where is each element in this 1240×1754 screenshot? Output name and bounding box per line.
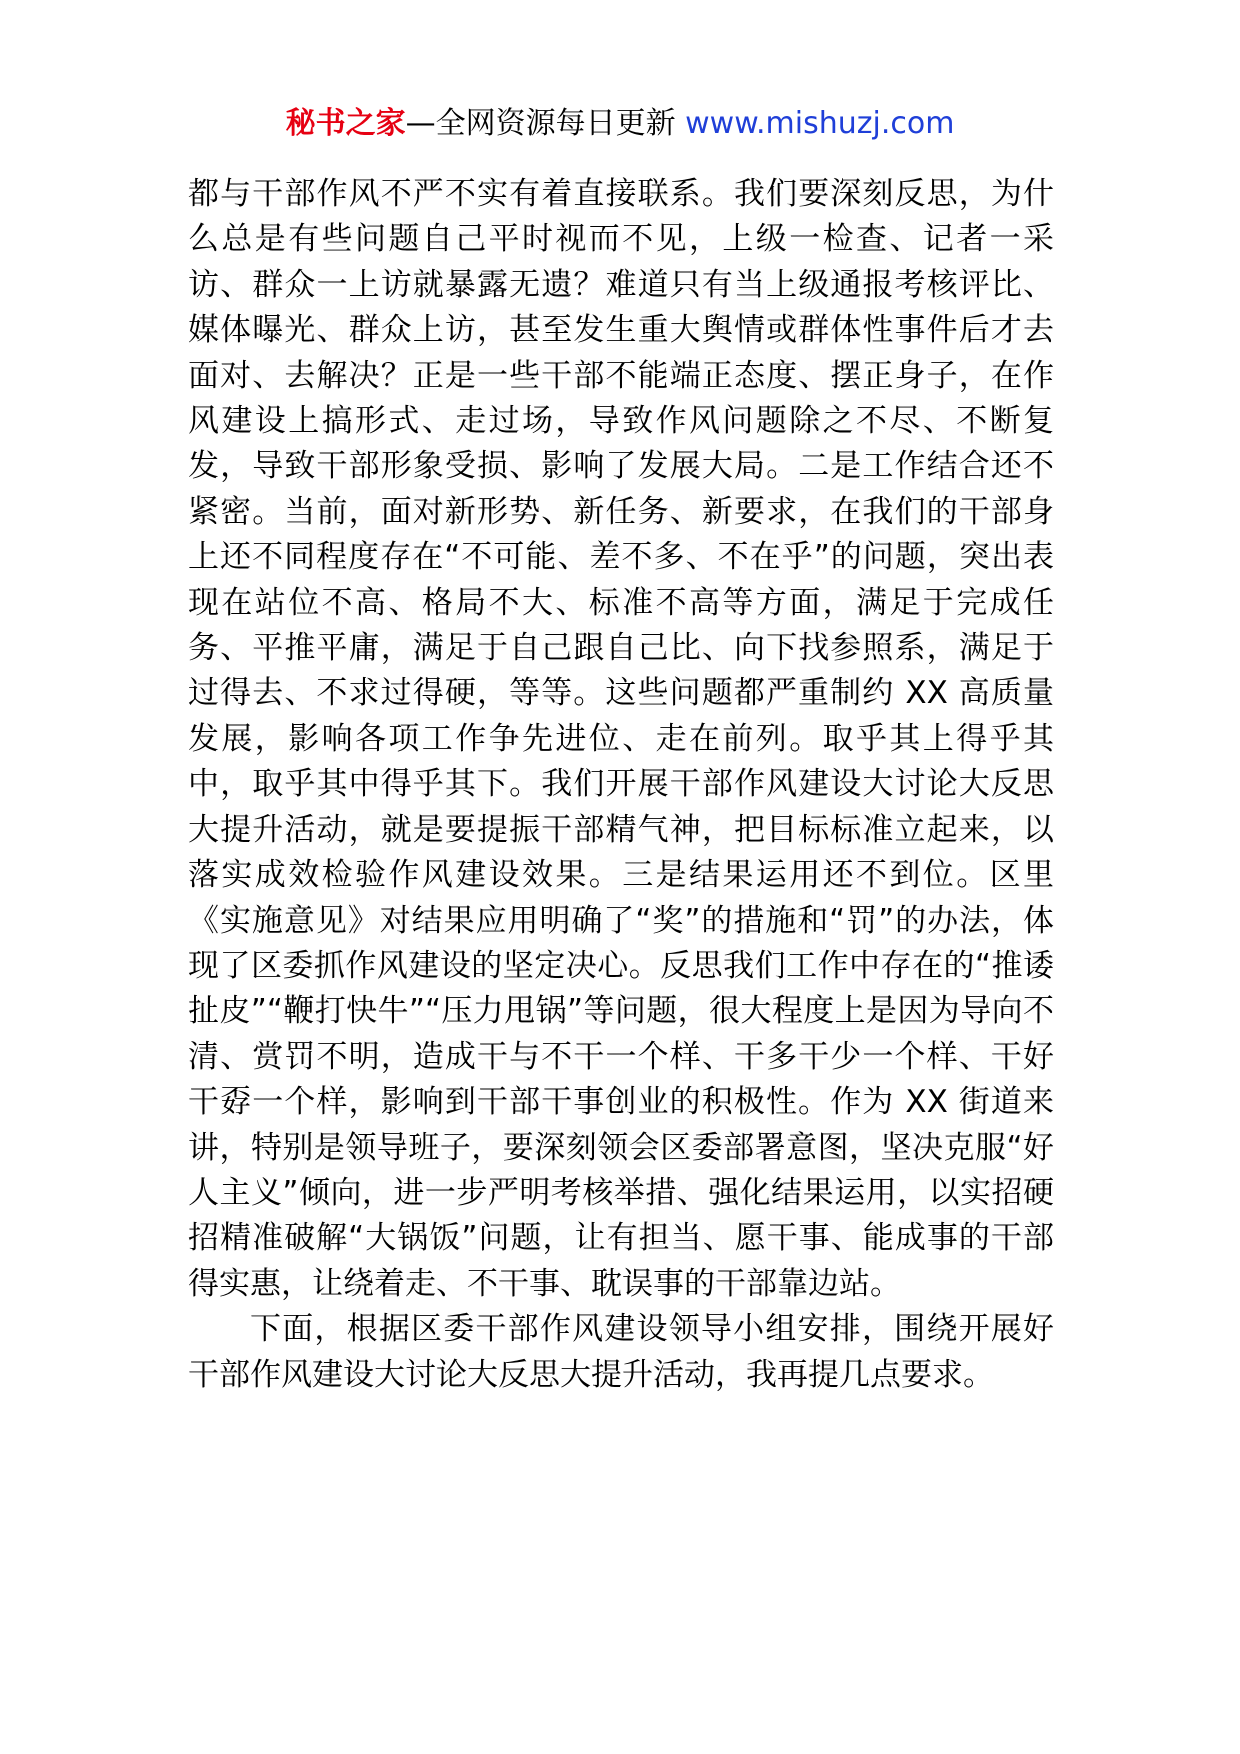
site-url-link[interactable]: www.mishuzj.com (685, 106, 955, 141)
brand-name: 秘书之家 (285, 106, 406, 141)
document-body (188, 172, 1054, 1398)
body-paragraph: 下面，根据区委干部作风建设领导小组安排，围绕开展好干部作风建设大讨论大反思大提升活动，我再提几点要求。 (188, 1311, 1054, 1393)
body-paragraph: 都与干部作风不严不实有着直接联系。我们要深刻反思，为什么总是有些问题自己平时视而不见，上级一检查、记者一采访、群众一上访就暴露无遗？难道只有当上级通报考核评比、媒体曝光、群众上访，甚至发生重大舆情或群体性事件后才去面对、去解决？正是一些干部不能端正态度、摆正身子，在作风建设上搞形式、走过场，导致作风问题除之不尽、不断复发，导致干部形象受损、影响了发展大局。二是工作结合还不紧密。当前，面对新形势、新任务、新要求，在我们的干部身上还不同程度存在“不可能、差不多、不在乎”的问题，突出表现在站位不高、格局不大、标准不高等方面，满足于完成任务、平推平庸，满足于自己跟自己比、向下找参照系，满足于过得去、不求过得硬，等等。这些问题都严重制约 XX 高质量发展，影响各项工作争先进位、走在前列。取乎其上得乎其中，取乎其中得乎其下。我们开展干部作风建设大讨论大反思大提升活动，就是要提振干部精气神，把目标标准立起来，以落实成效检验作风建设效果。三是结果运用还不到位。区里《实施意见》对结果应用明确了“奖”的措施和“罚”的办法，体现了区委抓作风建设的坚定决心。反思我们工作中存在的“推诿扯皮”“鞭打快牛”“压力甩锅”等问题，很大程度上是因为导向不清、赏罚不明，造成干与不干一个样、干多干少一个样、干好干孬一个样，影响到干部干事创业的积极性。作为 XX 街道来讲，特别是领导班子，要深刻领会区委部署意图，坚决克服“好人主义”倾向，进一步严明考核举措、强化结果运用，以实招硬招精准破解“大锅饭”问题，让有担当、愿干事、能成事的干部得实惠，让绕着走、不干事、耽误事的干部靠边站。 (188, 176, 1054, 1302)
header-tagline: —全网资源每日更新 (405, 106, 686, 141)
page-header (0, 102, 1240, 146)
